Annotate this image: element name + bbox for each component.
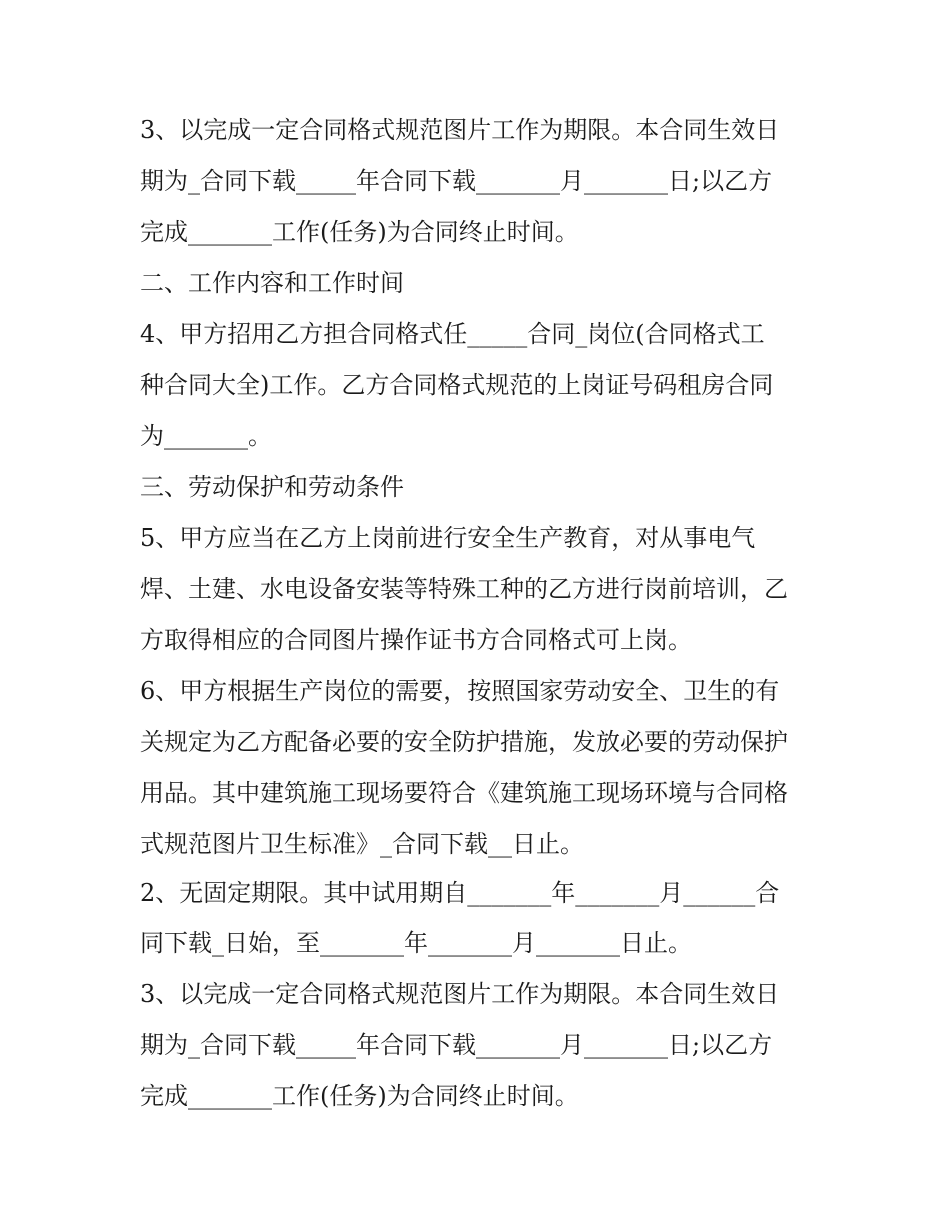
text-line: 方取得相应的合同图片操作证书方合同格式可上岗。	[140, 626, 692, 654]
text-line: 3、以完成一定合同格式规范图片工作为期限。本合同生效日	[140, 980, 780, 1008]
text-line: 同下载_日始，至_______年_______月_______日止。	[140, 929, 692, 957]
section-heading: 三、劳动保护和劳动条件	[140, 473, 404, 501]
text-line: 完成_______工作(任务)为合同终止时间。	[140, 218, 579, 246]
section-heading: 二、工作内容和工作时间	[140, 269, 404, 297]
text-line: 焊、土建、水电设备安装等特殊工种的乙方进行岗前培训，乙	[140, 575, 788, 603]
text-line: 4、甲方招用乙方担合同格式任_____合同_岗位(合同格式工	[140, 320, 765, 348]
text-line: 6、甲方根据生产岗位的需要，按照国家劳动安全、卫生的有	[140, 677, 780, 705]
text-line: 完成_______工作(任务)为合同终止时间。	[140, 1082, 579, 1110]
text-line: 5、甲方应当在乙方上岗前进行安全生产教育，对从事电气	[140, 524, 756, 552]
text-line: 期为_合同下载_____年合同下载_______月_______日;以乙方	[140, 1031, 773, 1059]
text-line: 关规定为乙方配备必要的安全防护措施，发放必要的劳动保护	[140, 728, 788, 756]
text-line: 为_______。	[140, 422, 272, 450]
text-line: 式规范图片卫生标准》_合同下载__日止。	[140, 830, 584, 858]
text-line: 3、以完成一定合同格式规范图片工作为期限。本合同生效日	[140, 116, 780, 144]
text-line: 种合同大全)工作。乙方合同格式规范的上岗证号码租房合同	[140, 371, 774, 399]
text-line: 2、无固定期限。其中试用期自_______年_______月______合	[140, 879, 780, 907]
text-line: 期为_合同下载_____年合同下载_______月_______日;以乙方	[140, 167, 773, 195]
text-line: 用品。其中建筑施工现场要符合《建筑施工现场环境与合同格	[140, 779, 788, 807]
